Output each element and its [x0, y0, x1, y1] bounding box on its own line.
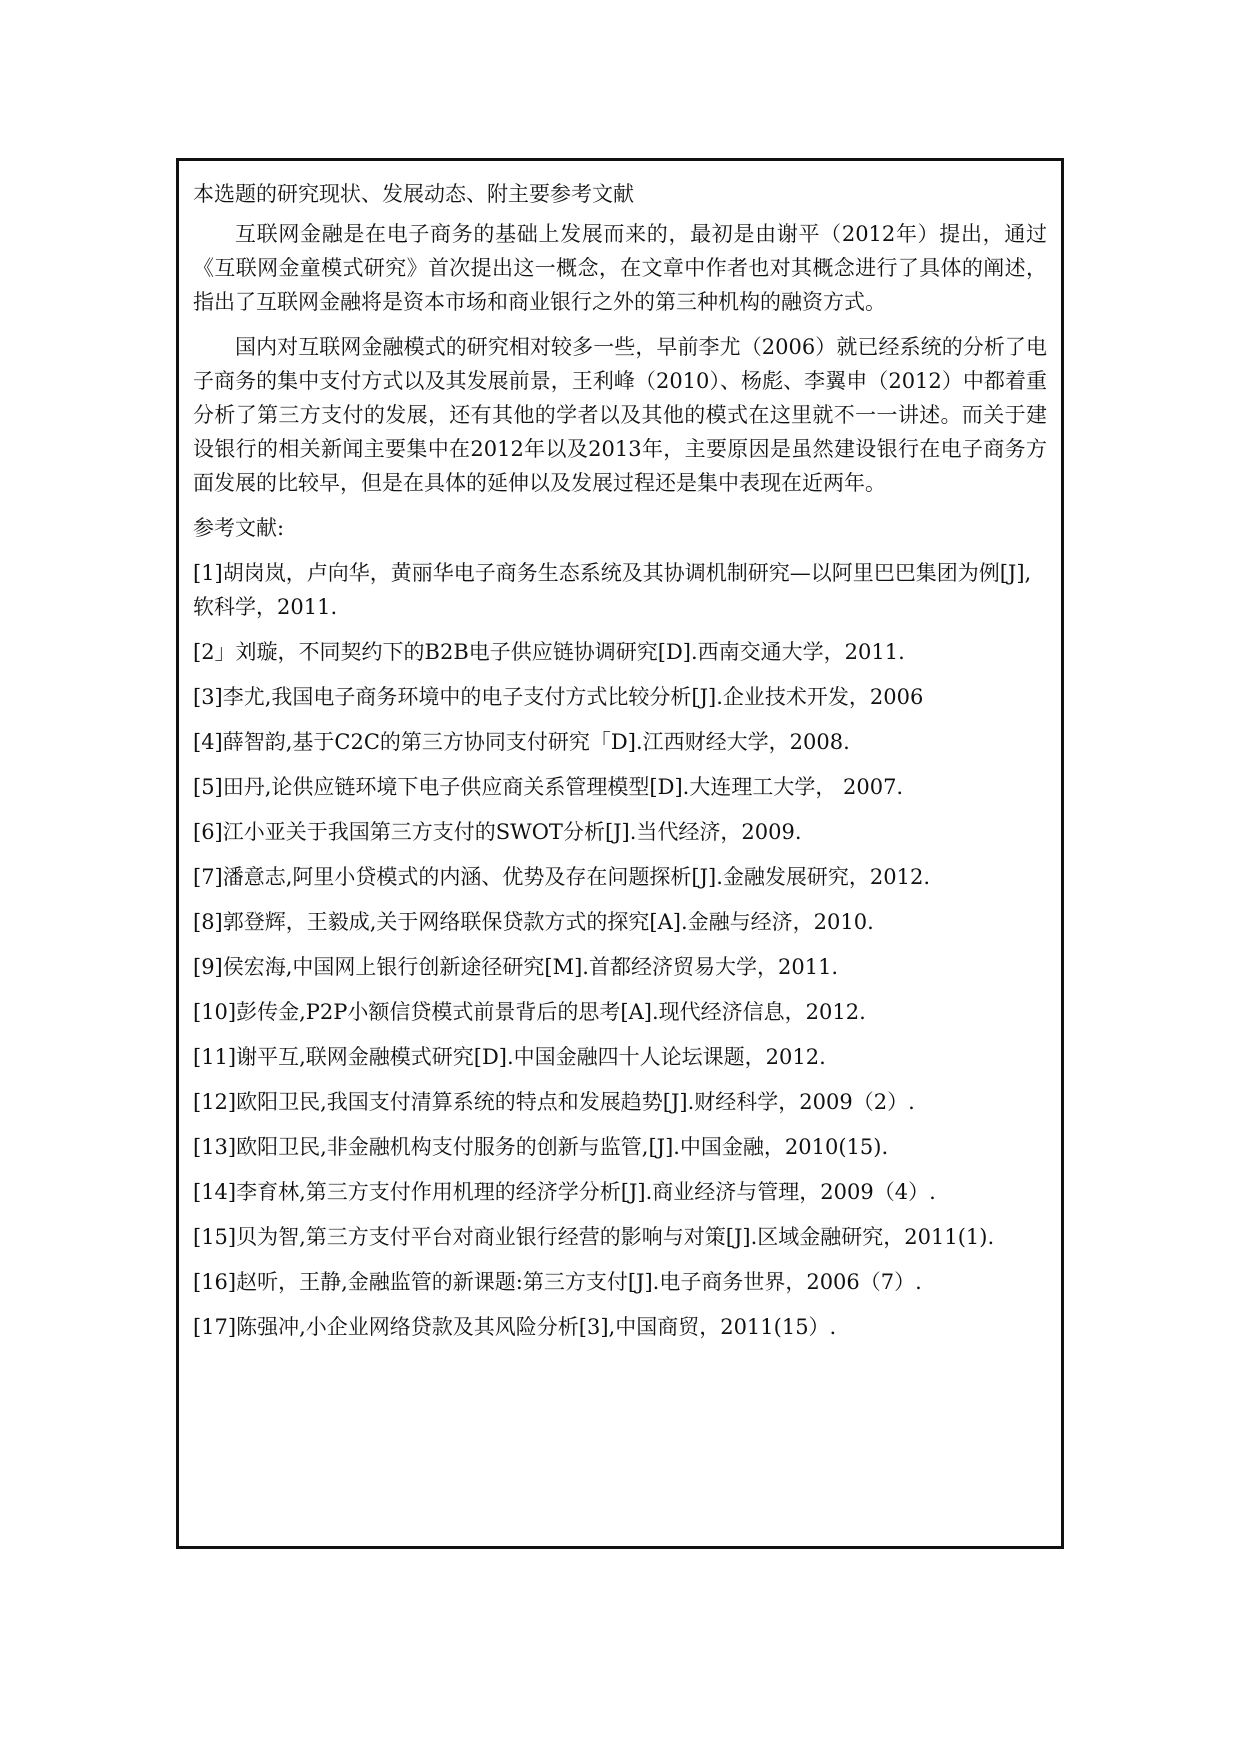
- reference-item: [6]江小亚关于我国第三方支付的SWOT分析[J].当代经济，2009.: [193, 820, 802, 844]
- paragraph-1: 互联网金融是在电子商务的基础上发展而来的，最初是由谢平（2012年）提出，通过《互联网金童模式研究》首次提出这一概念，在文章中作者也对其概念进行了具体的阐述，指出了互联网金融将是资本市场和商业银行之外的第三种机构的融资方式。: [193, 222, 1047, 314]
- references-title: 参考文献:: [193, 516, 285, 540]
- reference-item: [3]李尤,我国电子商务环境中的电子支付方式比较分析[J].企业技术开发，2006: [193, 685, 924, 709]
- reference-item: [17]陈强冲,小企业网络贷款及其风险分析[3],中国商贸，2011(15）.: [193, 1315, 837, 1339]
- section-heading: 本选题的研究现状、发展动态、附主要参考文献: [193, 182, 634, 206]
- reference-item: [10]彭传金,P2P小额信贷模式前景背后的思考[A].现代经济信息，2012.: [193, 1000, 866, 1024]
- reference-item: [1]胡岗岚，卢向华，黄丽华电子商务生态系统及其协调机制研究—以阿里巴巴集团为例[J],软科学，2011.: [193, 561, 1032, 619]
- reference-item: [7]潘意志,阿里小贷模式的内涵、优势及存在问题探析[J].金融发展研究，2012.: [193, 865, 931, 889]
- reference-item: [11]谢平互,联网金融模式研究[D].中国金融四十人论坛课题，2012.: [193, 1045, 826, 1069]
- reference-item: [15]贝为智,第三方支付平台对商业银行经营的影响与对策[J].区域金融研究，2011(1).: [193, 1225, 995, 1249]
- reference-item: [14]李育林,第三方支付作用机理的经济学分析[J].商业经济与管理，2009（4）.: [193, 1180, 936, 1204]
- reference-item: [5]田丹,论供应链环境下电子供应商关系管理模型[D].大连理工大学， 2007.: [193, 775, 904, 799]
- reference-item: [12]欧阳卫民,我国支付清算系统的特点和发展趋势[J].财经科学，2009（2）.: [193, 1090, 915, 1114]
- reference-item: [8]郭登辉，王毅成,关于网络联保贷款方式的探究[A].金融与经济，2010.: [193, 910, 874, 934]
- reference-item: [16]赵听，王静,金融监管的新课题:第三方支付[J].电子商务世界，2006（7）.: [193, 1270, 922, 1294]
- references-list: [193, 556, 1047, 1344]
- reference-item: [4]薛智韵,基于C2C的第三方协同支付研究「D].江西财经大学，2008.: [193, 730, 850, 754]
- paragraph-2: 国内对互联网金融模式的研究相对较多一些，早前李尤（2006）就已经系统的分析了电子商务的集中支付方式以及其发展前景，王利峰（2010）、杨彪、李翼申（2012）中都着重分析了第三方支付的发展，还有其他的学者以及其他的模式在这里就不一一讲述。而关于建设银行的相关新闻主要集中在2012年以及2013年，主要原因是虽然建设银行在电子商务方面发展的比较早，但是在具体的延伸以及发展过程还是集中表现在近两年。: [193, 335, 1047, 495]
- document-frame: [176, 158, 1064, 1549]
- reference-item: [13]欧阳卫民,非金融机构支付服务的创新与监管,[J].中国金融，2010(15).: [193, 1135, 889, 1159]
- reference-item: [2」刘璇，不同契约下的B2B电子供应链协调研究[D].西南交通大学，2011.: [193, 640, 905, 664]
- reference-item: [9]侯宏海,中国网上银行创新途径研究[M].首都经济贸易大学，2011.: [193, 955, 839, 979]
